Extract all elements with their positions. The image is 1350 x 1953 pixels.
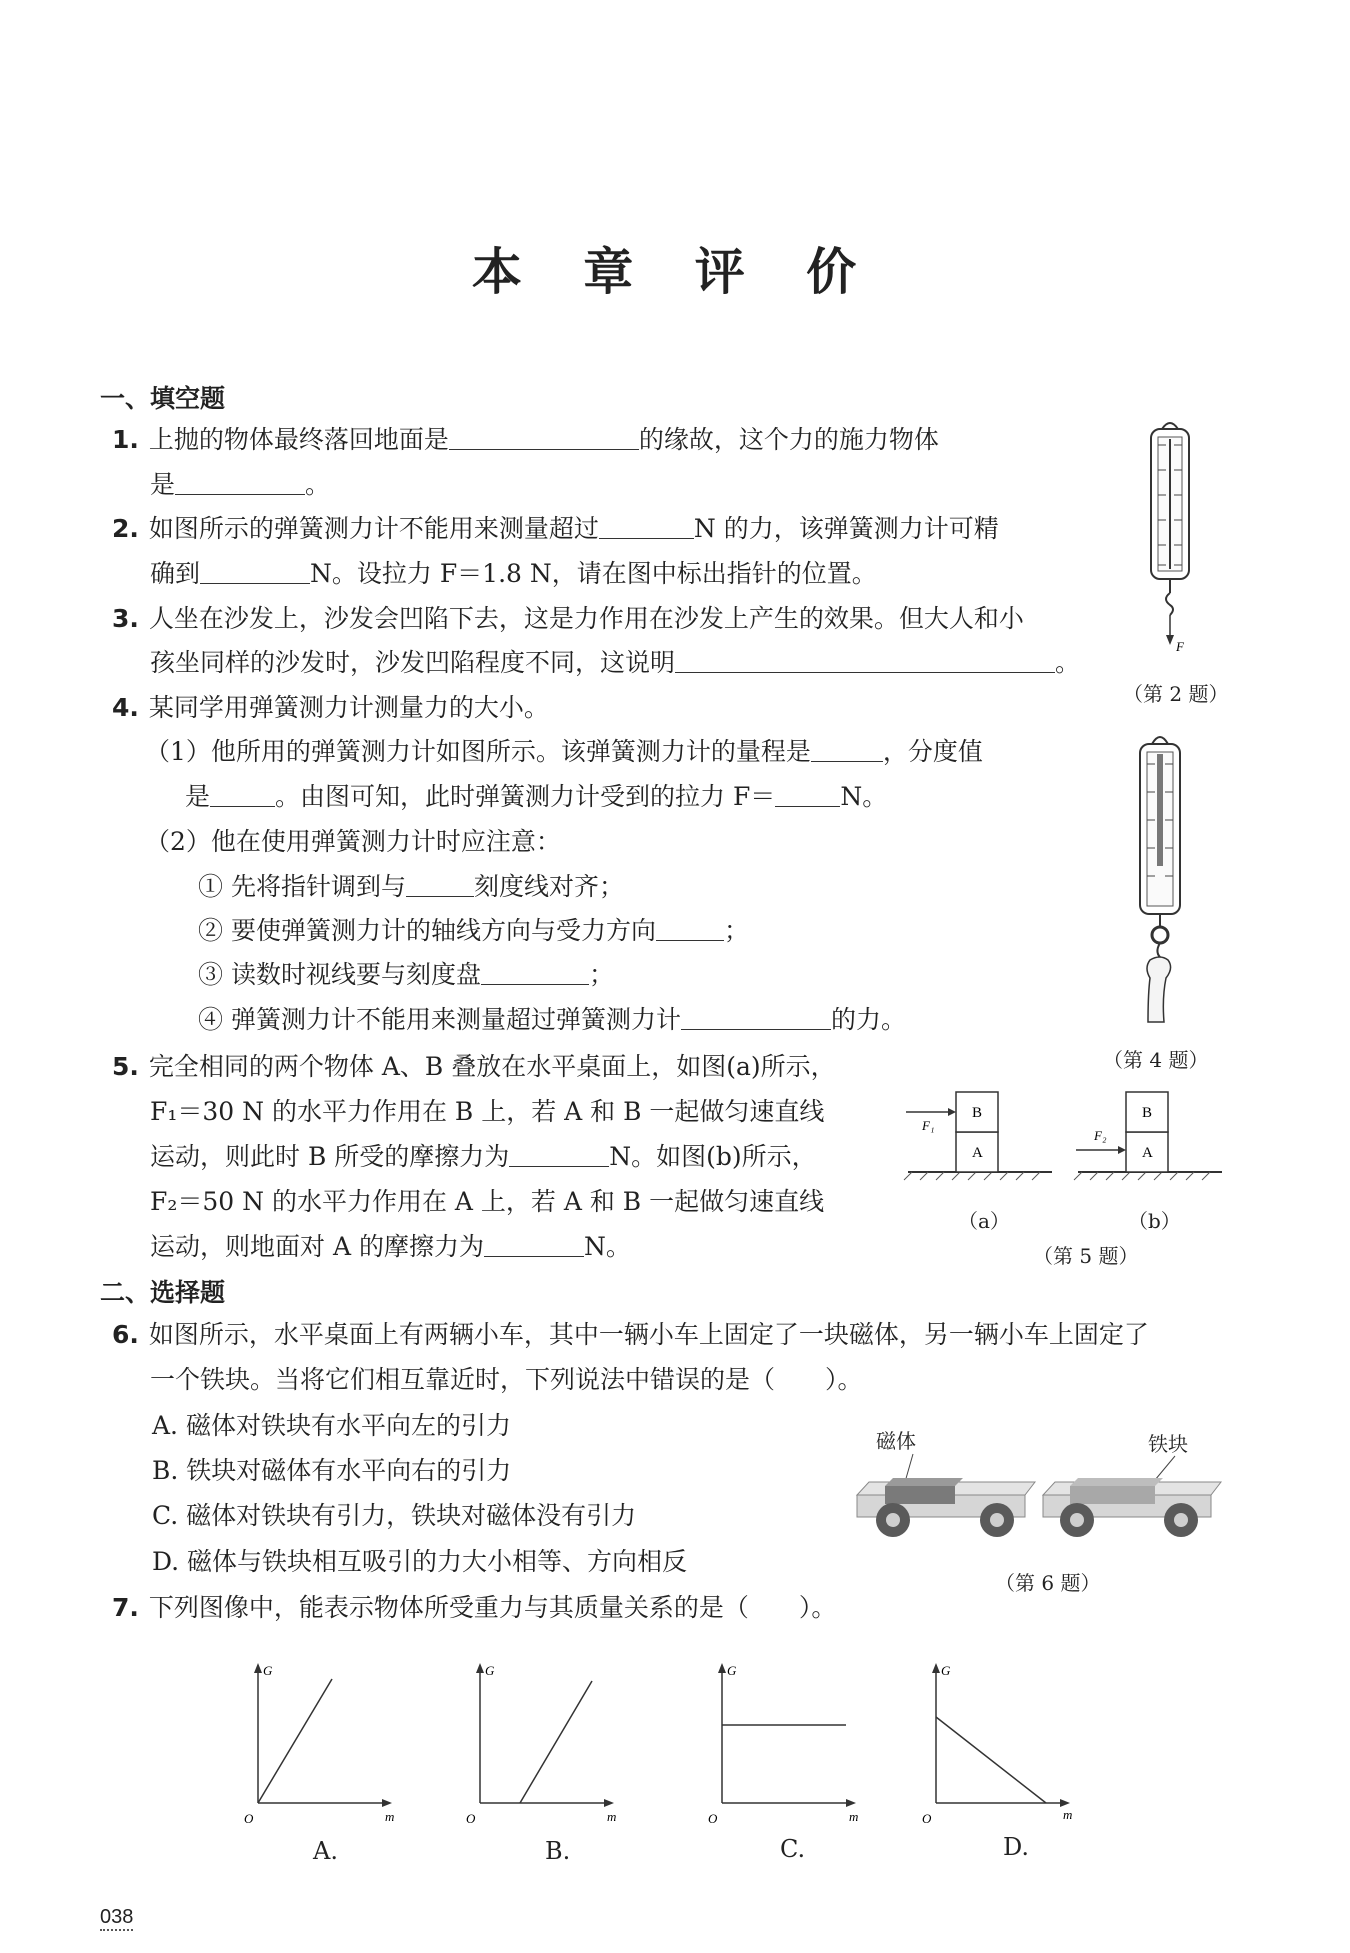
option-d[interactable]: D. 磁体与铁块相互吸引的力大小相等、方向相反 <box>152 1547 688 1576</box>
question-text: 某同学用弹簧测力计测量力的大小。 <box>148 693 549 722</box>
origin-label: O <box>466 1811 476 1826</box>
question-2 <box>112 512 999 546</box>
question-7 <box>112 1591 836 1625</box>
figure-2-caption: （第 2 题） <box>1123 682 1229 706</box>
origin-label: O <box>244 1811 254 1826</box>
page-number: 038 <box>100 1906 133 1931</box>
question-number: 5. <box>112 1052 139 1081</box>
question-5 <box>112 1050 836 1084</box>
graph-label-b: B. <box>545 1837 571 1865</box>
question-text: 完全相同的两个物体 A、B 叠放在水平桌面上，如图(a)所示， <box>148 1052 836 1081</box>
answer-blank[interactable] <box>200 559 310 584</box>
question-text: 上抛的物体最终落回地面是 <box>148 425 449 454</box>
question-text: 的力。 <box>830 1005 906 1034</box>
axis-label-m: m <box>385 1809 395 1824</box>
question-text: 如图所示的弹簧测力计不能用来测量超过 <box>148 514 599 543</box>
question-number: 6. <box>112 1320 139 1349</box>
question-text: N。设拉力 F＝1.8 N，请在图中标出指针的位置。 <box>310 559 877 588</box>
axis-label-m: m <box>849 1809 859 1824</box>
origin-label: O <box>708 1811 718 1826</box>
section-heading-fill-blank: 一、填空题 <box>100 384 226 413</box>
question-text: 运动，则地面对 A 的摩擦力为 <box>150 1232 484 1261</box>
question-text: 如图所示，水平桌面上有两辆小车，其中一辆小车上固定了一块磁体，另一辆小车上固定了 <box>148 1320 1149 1349</box>
graphs-question-7 <box>230 1655 1130 1835</box>
question-text: （1）他所用的弹簧测力计如图所示。该弹簧测力计的量程是 <box>145 737 811 766</box>
figure-5b-label: （b） <box>1128 1209 1181 1233</box>
question-text: 。 <box>1055 648 1081 677</box>
question-text: ④ 弹簧测力计不能用来测量超过弹簧测力计 <box>198 1005 681 1034</box>
question-4-item-1 <box>198 870 624 904</box>
axis-label-m: m <box>607 1809 617 1824</box>
question-text: N。 <box>583 1232 631 1261</box>
question-number: 2. <box>112 514 139 543</box>
graph-c[interactable] <box>708 1663 858 1826</box>
figure-5a-label: （a） <box>958 1209 1010 1233</box>
question-number: 7. <box>112 1593 139 1622</box>
axis-label-m: m <box>1063 1807 1073 1822</box>
magnet-label: 磁体 <box>876 1429 916 1453</box>
figure-6-caption: （第 6 题） <box>995 1571 1101 1595</box>
force-label: F <box>1176 639 1184 654</box>
block-a-label: A <box>972 1145 983 1161</box>
question-4-part-2 <box>145 825 561 859</box>
question-text: （2）他在使用弹簧测力计时应注意： <box>145 827 561 856</box>
question-4-part-1 <box>145 735 983 769</box>
question-text: 下列图像中，能表示物体所受重力与其质量关系的是（ ）。 <box>148 1593 837 1622</box>
question-text: ； <box>723 916 749 945</box>
block-a-label: A <box>1142 1145 1153 1161</box>
question-4-part-1-line-2 <box>185 780 887 814</box>
question-text: 确到 <box>150 559 201 588</box>
question-3-line-2 <box>150 646 1080 680</box>
answer-blank[interactable] <box>509 1142 609 1167</box>
question-text: N。如图(b)所示， <box>609 1142 817 1171</box>
origin-label: O <box>922 1811 932 1826</box>
question-6 <box>112 1318 1149 1352</box>
option-a[interactable]: A. 磁体对铁块有水平向左的引力 <box>152 1411 511 1440</box>
question-5-line-5 <box>150 1230 631 1264</box>
graph-d[interactable] <box>922 1663 1072 1826</box>
question-3 <box>112 602 1024 636</box>
block-b-label: B <box>1142 1105 1153 1121</box>
option-b[interactable]: B. 铁块对磁体有水平向右的引力 <box>152 1456 512 1485</box>
question-text: ① 先将指针调到与 <box>198 872 406 901</box>
question-text: 的缘故，这个力的施力物体 <box>638 425 939 454</box>
carts-figure-6 <box>855 1450 1225 1550</box>
answer-blank[interactable] <box>484 1232 584 1257</box>
figure-5-caption: （第 5 题） <box>1033 1244 1139 1268</box>
answer-blank[interactable] <box>210 782 275 807</box>
answer-blank[interactable] <box>681 1005 831 1030</box>
question-text: 孩坐同样的沙发时，沙发凹陷程度不同，这说明 <box>150 648 676 677</box>
question-1-line-2 <box>150 468 330 502</box>
graph-label-d: D. <box>1003 1833 1030 1861</box>
force-f2-label: F₂ <box>1094 1128 1107 1143</box>
answer-blank[interactable] <box>481 960 589 985</box>
question-1 <box>112 423 939 457</box>
question-number: 3. <box>112 604 139 633</box>
question-5-line-4 <box>150 1185 824 1219</box>
answer-blank[interactable] <box>175 470 305 495</box>
question-2-line-2 <box>150 557 877 591</box>
question-text: N。 <box>840 782 888 811</box>
page-title: 本 章 评 价 <box>471 242 879 301</box>
question-text: 刻度线对齐； <box>473 872 624 901</box>
spring-scale-figure-4 <box>1120 730 1200 1030</box>
question-text: 运动，则此时 B 所受的摩擦力为 <box>150 1142 510 1171</box>
question-text: N 的力，该弹簧测力计可精 <box>693 514 999 543</box>
axis-label-g: G <box>727 1663 737 1678</box>
graph-a[interactable] <box>244 1663 394 1826</box>
question-text: ，分度值 <box>882 737 983 766</box>
question-4-item-3 <box>198 958 614 992</box>
graph-b[interactable] <box>466 1663 616 1826</box>
force-f1-label: F₁ <box>922 1118 935 1133</box>
section-heading-multiple-choice: 二、选择题 <box>100 1278 226 1307</box>
answer-blank[interactable] <box>449 425 639 450</box>
answer-blank[interactable] <box>599 514 694 539</box>
iron-label: 铁块 <box>1148 1432 1188 1456</box>
question-number: 4. <box>112 693 139 722</box>
question-4-item-2 <box>198 914 749 948</box>
option-c[interactable]: C. 磁体对铁块有引力，铁块对磁体没有引力 <box>152 1501 637 1530</box>
question-text: ② 要使弹簧测力计的轴线方向与受力方向 <box>198 916 656 945</box>
question-4-item-4 <box>198 1003 906 1037</box>
question-text: 是 <box>185 782 211 811</box>
graph-label-c: C. <box>780 1835 806 1863</box>
answer-blank[interactable] <box>811 737 883 762</box>
axis-label-g: G <box>941 1663 951 1678</box>
answer-blank[interactable] <box>406 872 474 897</box>
figure-4-caption: （第 4 题） <box>1103 1048 1209 1072</box>
question-4 <box>112 691 549 725</box>
answer-blank[interactable] <box>656 916 724 941</box>
question-text: 是 <box>150 470 176 499</box>
question-5-line-3 <box>150 1140 817 1174</box>
question-text: ③ 读数时视线要与刻度盘 <box>198 960 481 989</box>
axis-label-g: G <box>485 1663 495 1678</box>
question-5-line-2 <box>150 1095 824 1129</box>
question-text: F₁＝30 N 的水平力作用在 B 上，若 A 和 B 一起做匀速直线 <box>150 1097 825 1126</box>
answer-blank[interactable] <box>675 648 1055 673</box>
question-text: 人坐在沙发上，沙发会凹陷下去，这是力作用在沙发上产生的效果。但大人和小 <box>148 604 1024 633</box>
block-b-label: B <box>972 1105 983 1121</box>
question-number: 1. <box>112 425 139 454</box>
answer-blank[interactable] <box>775 782 840 807</box>
blocks-figure-5 <box>900 1080 1230 1205</box>
question-text: 。由图可知，此时弹簧测力计受到的拉力 F＝ <box>275 782 776 811</box>
graph-label-a: A. <box>313 1837 338 1865</box>
question-text: F₂＝50 N 的水平力作用在 A 上，若 A 和 B 一起做匀速直线 <box>150 1187 825 1216</box>
question-text: ； <box>588 960 614 989</box>
question-text: 。 <box>305 470 331 499</box>
axis-label-g: G <box>263 1663 273 1678</box>
question-6-line-2: 一个铁块。当将它们相互靠近时，下列说法中错误的是（ ）。 <box>150 1365 863 1394</box>
spring-scale-figure-2 <box>1140 415 1200 660</box>
